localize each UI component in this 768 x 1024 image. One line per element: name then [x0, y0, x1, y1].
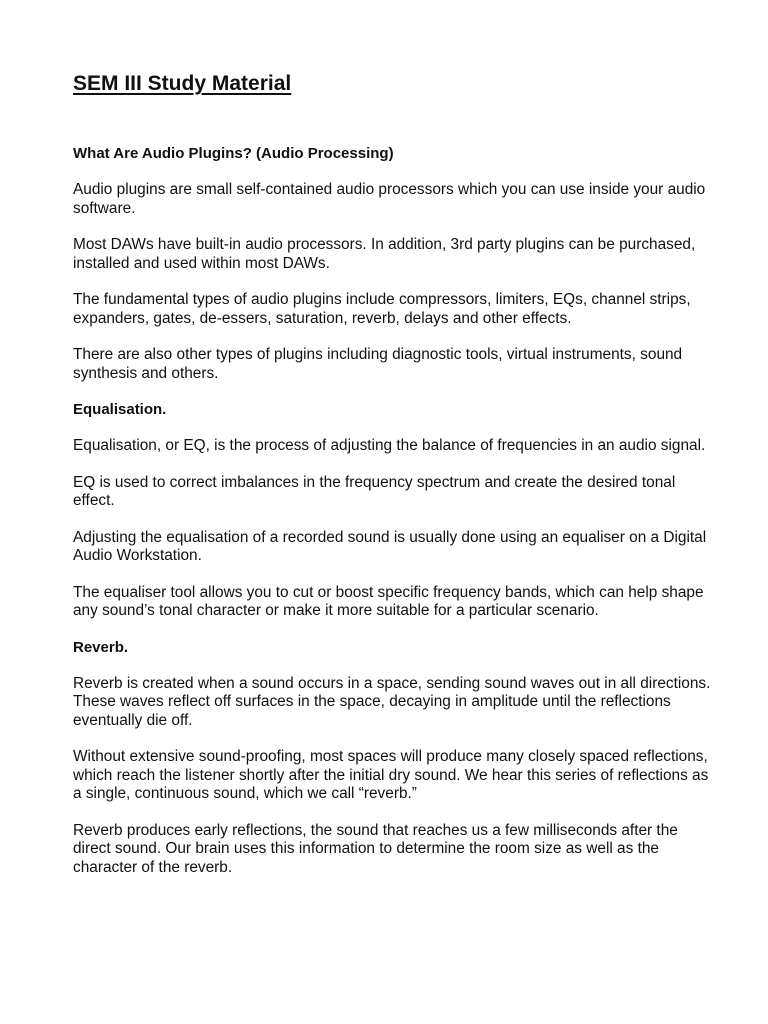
- section-audio-plugins: [73, 145, 713, 383]
- paragraph: Most DAWs have built-in audio processors. In addition, 3rd party plugins can be purchased, installed and used within most DAWs.: [73, 236, 696, 272]
- paragraph: Adjusting the equalisation of a recorded sound is usually done using an equaliser on a Digital Audio Workstation.: [73, 528, 707, 564]
- section-equalisation: [73, 401, 713, 621]
- paragraph: Equalisation, or EQ, is the process of adjusting the balance of frequencies in an audio signal.: [73, 437, 706, 454]
- paragraph: The fundamental types of audio plugins include compressors, limiters, EQs, channel strips, expanders, gates, de-essers, saturation, reverb, delays and other effects.: [73, 291, 691, 327]
- paragraph: EQ is used to correct imbalances in the frequency spectrum and create the desired tonal effect.: [73, 473, 676, 509]
- paragraph: There are also other types of plugins including diagnostic tools, virtual instruments, sound synthesis and others.: [73, 346, 683, 382]
- section-reverb: [73, 639, 713, 878]
- section-heading: Equalisation.: [73, 401, 167, 418]
- paragraph: Reverb is created when a sound occurs in a space, sending sound waves out in all directions. These waves reflect off surfaces in the space, decaying in amplitude until the reflections eventually die off.: [73, 674, 711, 729]
- paragraph: Audio plugins are small self-contained audio processors which you can use inside your audio software.: [73, 181, 706, 217]
- document-title: SEM III Study Material: [73, 72, 292, 95]
- section-heading: What Are Audio Plugins? (Audio Processing): [73, 145, 394, 162]
- paragraph: Reverb produces early reflections, the sound that reaches us a few milliseconds after the direct sound. Our brain uses this information to determine the room size as well as the character of the reverb.: [73, 821, 678, 876]
- paragraph: Without extensive sound-proofing, most spaces will produce many closely spaced reflections, which reach the listener shortly after the initial dry sound. We hear this series of reflections as a single, continuous sound, which we call “reverb.”: [73, 748, 709, 802]
- section-heading: Reverb.: [73, 638, 129, 656]
- paragraph: The equaliser tool allows you to cut or boost specific frequency bands, which can help shape any sound’s tonal character or make it more suitable for a particular scenario.: [73, 583, 704, 619]
- document-page: [73, 70, 713, 895]
